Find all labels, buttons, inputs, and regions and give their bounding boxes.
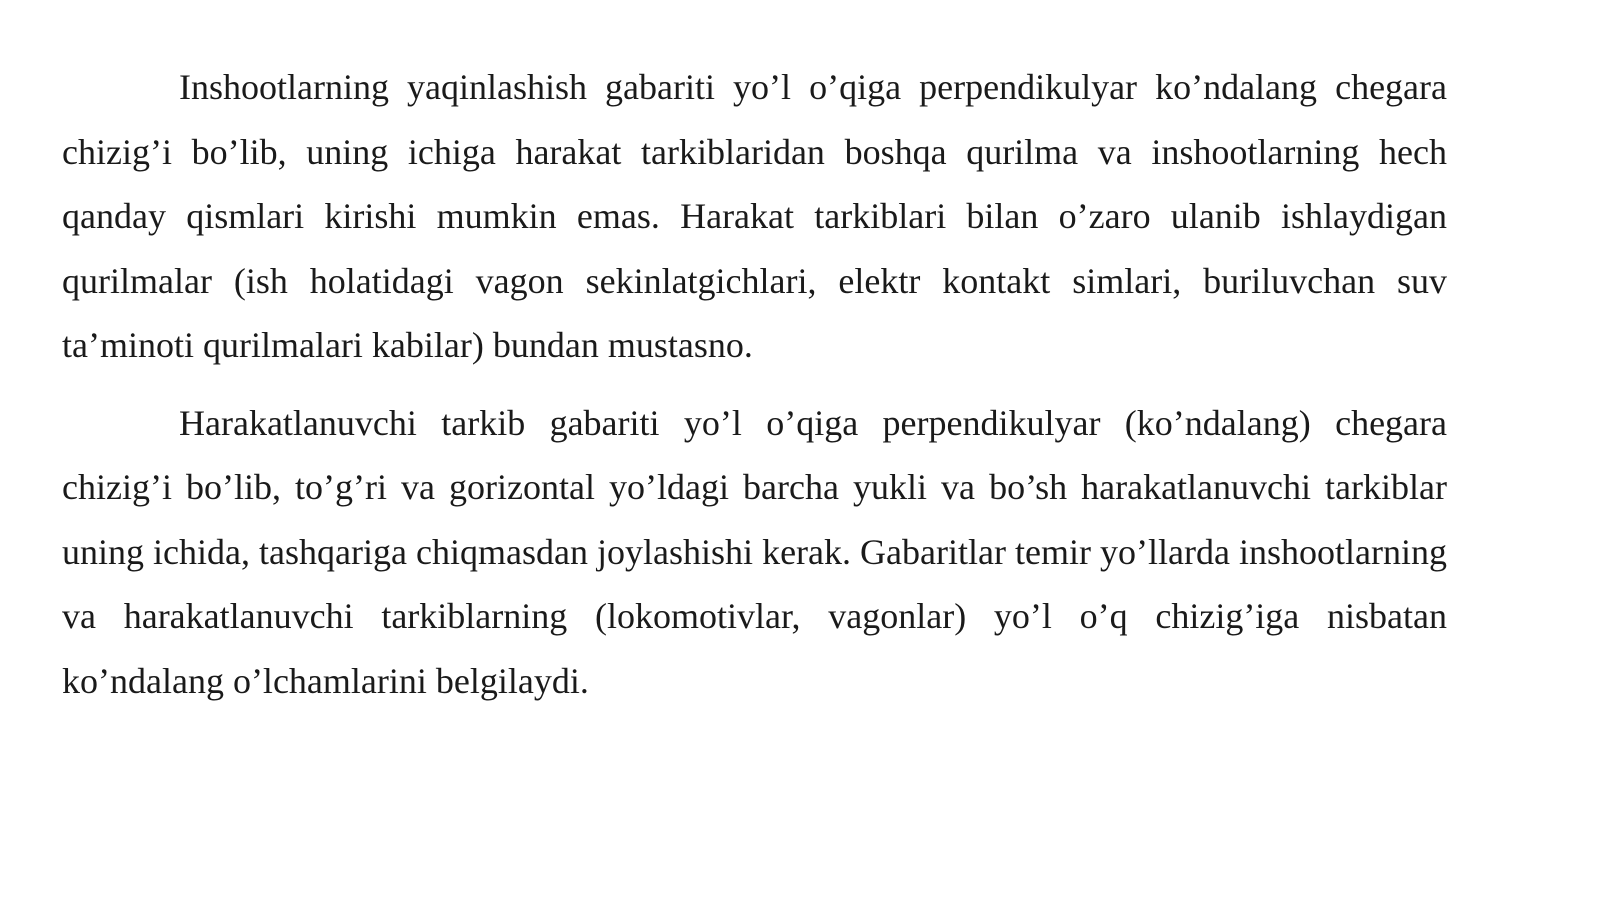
document-body xyxy=(62,55,1447,726)
paragraph-1: Inshootlarning yaqinlashish gabariti yo’l o’qiga perpendikulyar ko’ndalang chegara chizig’i bo’lib, uning ichiga harakat tarkiblaridan boshqa qurilma va inshootlarning hech qanday qismlari kirishi mumkin emas. Harakat tarkiblari bilan o’zaro ulanib ishlaydigan qurilmalar (ish holatidagi vagon sekinlatgichlari, elektr kontakt simlari, buriluvchan suv ta’minoti qurilmalari kabilar) bundan mustasno. xyxy=(62,67,1447,365)
paragraph-2: Harakatlanuvchi tarkib gabariti yo’l o’qiga perpendikulyar (ko’ndalang) chegara chizig’i bo’lib, to’g’ri va gorizontal yo’ldagi barcha yukli va bo’sh harakatlanuvchi tarkiblar uning ichida, tashqariga chiqmasdan joylashishi kerak. Gabaritlar temir yo’llarda inshootlarning va harakatlanuvchi tarkiblarning (lokomotivlar, vagonlar) yo’l o’q chizig’iga nisbatan ko’ndalang o’lchamlarini belgilaydi. xyxy=(62,402,1447,701)
